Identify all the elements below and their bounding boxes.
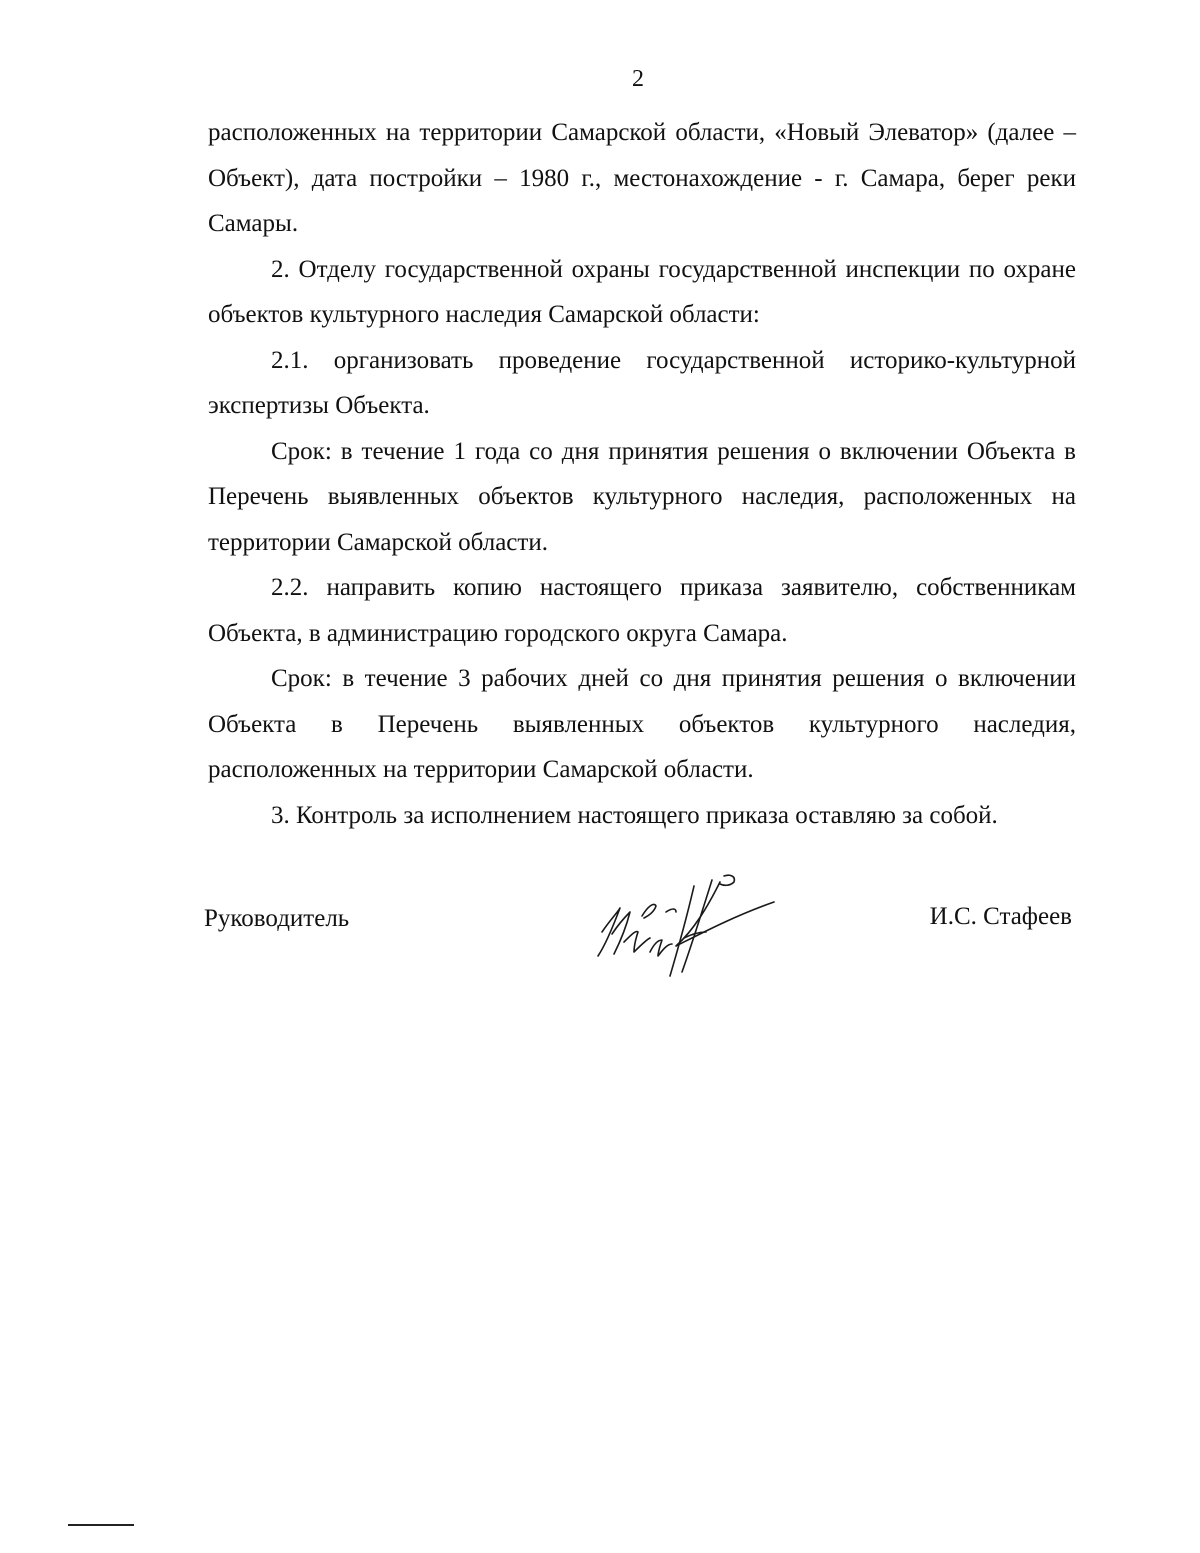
- paragraph-continuation: расположенных на территории Самарской области, «Новый Элеватор» (далее – Объект), дата постройки – 1980 г., местонахождение - г. Самара, берег реки Самары.: [208, 119, 1076, 237]
- page-number: 2: [632, 66, 644, 92]
- signatory-name: И.С. Стафеев: [929, 903, 1072, 930]
- document-body: [208, 110, 1076, 838]
- paragraph-item-3: 3. Контроль за исполнением настоящего приказа оставляю за собой.: [271, 801, 998, 829]
- signatory-role: Руководитель: [204, 905, 350, 932]
- paragraph-item-2: 2. Отделу государственной охраны государственной инспекции по охране объектов культурного наследия Самарской области:: [208, 255, 1076, 328]
- handwritten-signature: [584, 872, 784, 982]
- footer-rule: [68, 1524, 134, 1526]
- signature-block: [204, 872, 1072, 982]
- paragraph-deadline-1: Срок: в течение 1 года со дня принятия решения о включении Объекта в Перечень выявленных объектов культурного наследия, расположенных на территории Самарской области.: [208, 437, 1076, 556]
- paragraph-deadline-2: Срок: в течение 3 рабочих дней со дня принятия решения о включении Объекта в Перечень выявленных объектов культурного наследия, расположенных на территории Самарской области.: [208, 665, 1076, 783]
- paragraph-item-2-1: 2.1. организовать проведение государственной историко-культурной экспертизы Объекта.: [208, 346, 1076, 419]
- paragraph-item-2-2: 2.2. направить копию настоящего приказа заявителю, собственникам Объекта, в администрацию городского округа Самара.: [208, 574, 1076, 647]
